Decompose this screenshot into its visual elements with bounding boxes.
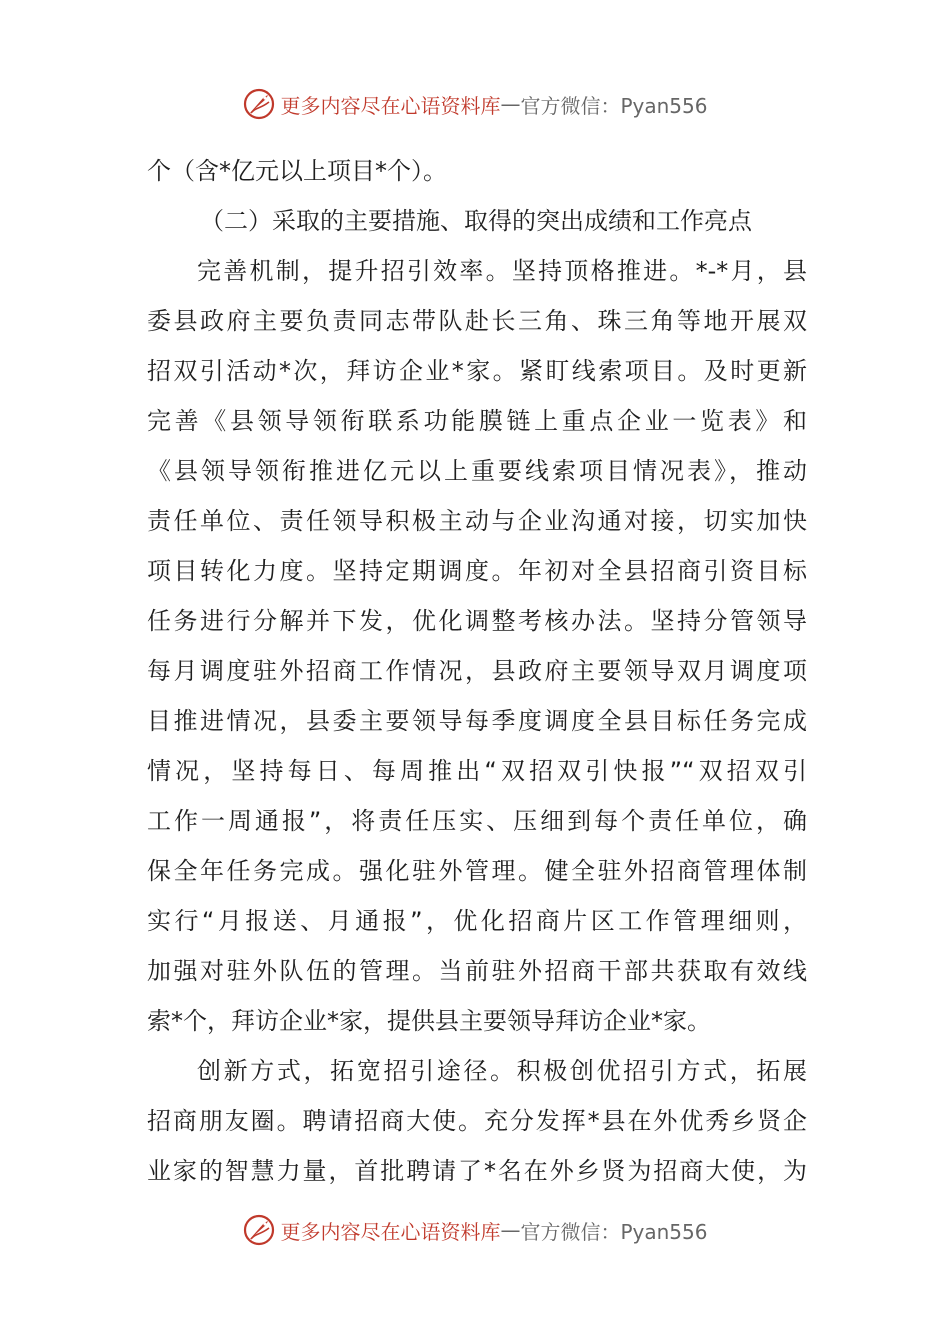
banner-separator: — bbox=[500, 92, 521, 116]
text-line: 个（含*亿元以上项目*个）。 bbox=[147, 157, 447, 185]
text-line: 委县政府主要负责同志带队赴长三角、珠三角等地开展双 bbox=[147, 307, 807, 335]
text-line: 每月调度驻外招商工作情况，县政府主要领导双月调度项 bbox=[147, 657, 807, 685]
text-line: 招商朋友圈。聘请招商大使。充分发挥*县在外优秀乡贤企 bbox=[147, 1107, 807, 1135]
text-line: 索*个，拜访企业*家，提供县主要领导拜访企业*家。 bbox=[147, 1007, 711, 1035]
text-line: 加强对驻外队伍的管理。当前驻外招商干部共获取有效线 bbox=[147, 957, 807, 985]
text-line: 创新方式，拓宽招引途径。积极创优招引方式，拓展 bbox=[197, 1057, 807, 1085]
section-heading: （二）采取的主要措施、取得的突出成绩和工作亮点 bbox=[200, 207, 752, 235]
text-line: 完善机制，提升招引效率。坚持顶格推进。*-*月，县 bbox=[197, 257, 807, 285]
text-line: 招双引活动*次，拜访企业*家。紧盯线索项目。及时更新 bbox=[147, 357, 807, 385]
banner-contact-text: 官方微信：Pyan556 bbox=[520, 93, 708, 118]
header-watermark bbox=[0, 84, 950, 124]
banner-contact-text: 官方微信：Pyan556 bbox=[520, 1219, 708, 1244]
pen-nib-icon bbox=[242, 1213, 276, 1247]
footer-watermark bbox=[0, 1210, 950, 1250]
text-line: 目推进情况，县委主要领导每季度调度全县目标任务完成 bbox=[147, 707, 807, 735]
text-line: 责任单位、责任领导积极主动与企业沟通对接，切实加快 bbox=[147, 507, 807, 535]
pen-nib-icon bbox=[242, 87, 276, 121]
text-line: 任务进行分解并下发，优化调整考核办法。坚持分管领导 bbox=[147, 607, 807, 635]
text-line: 保全年任务完成。强化驻外管理。健全驻外招商管理体制 bbox=[147, 857, 807, 885]
banner-separator: — bbox=[500, 1218, 521, 1242]
banner-brand-text: 更多内容尽在心语资料库 bbox=[280, 1219, 501, 1244]
text-line: 项目转化力度。坚持定期调度。年初对全县招商引资目标 bbox=[147, 557, 807, 585]
text-line: 完善《县领导领衔联系功能膜链上重点企业一览表》和 bbox=[147, 407, 807, 435]
banner-brand-text: 更多内容尽在心语资料库 bbox=[280, 93, 501, 118]
text-line: 情况，坚持每日、每周推出“双招双引快报”“双招双引 bbox=[147, 757, 807, 785]
text-line: 业家的智慧力量，首批聘请了*名在外乡贤为招商大使，为 bbox=[147, 1157, 807, 1185]
text-line: 实行“月报送、月通报”，优化招商片区工作管理细则， bbox=[147, 907, 807, 935]
document-body bbox=[147, 146, 807, 1196]
text-line: 工作一周通报”，将责任压实、压细到每个责任单位，确 bbox=[147, 807, 807, 835]
text-line: 《县领导领衔推进亿元以上重要线索项目情况表》，推动 bbox=[147, 457, 807, 485]
